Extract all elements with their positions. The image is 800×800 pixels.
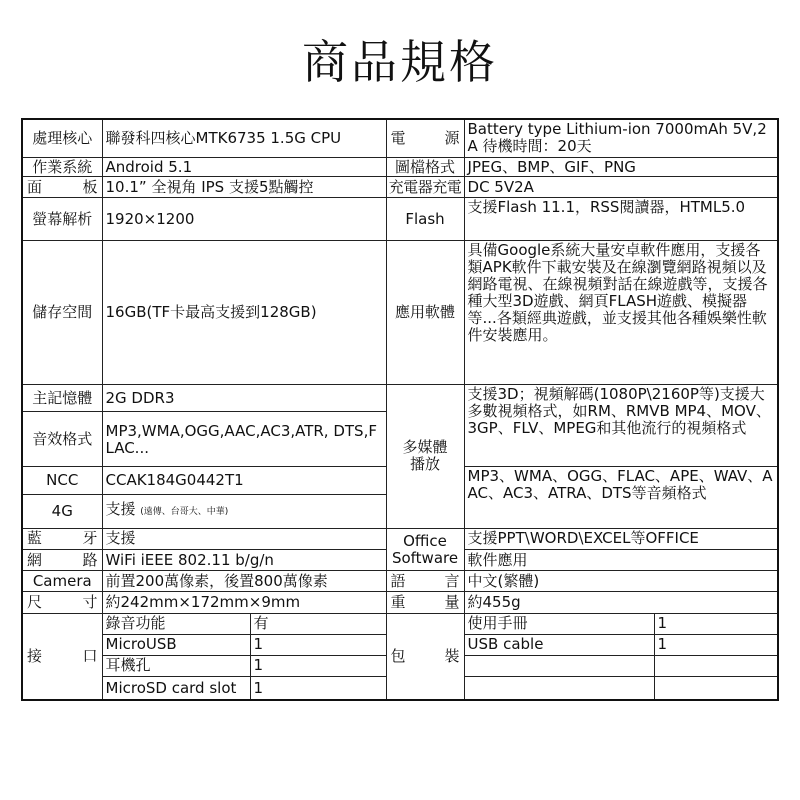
table-row <box>22 119 778 158</box>
flash-value: 支援Flash 11.1，RSS閱讀器，HTML5.0 <box>464 198 778 240</box>
power-label: 電 源 <box>386 119 464 158</box>
cpu-value: 聯發科四核心MTK6735 1.5G CPU <box>102 119 386 158</box>
media-label: 多媒體 播放 <box>386 384 464 528</box>
flash-label: Flash <box>386 198 464 240</box>
ram-value: 2G DDR3 <box>102 384 386 412</box>
package-label: 包 裝 <box>386 613 464 700</box>
bluetooth-label: 藍 牙 <box>22 528 102 549</box>
camera-label: Camera <box>22 571 102 592</box>
ram-label: 主記憶體 <box>22 384 102 412</box>
language-label: 語 言 <box>386 571 464 592</box>
panel-label: 面 板 <box>22 177 102 198</box>
port-value: 有 <box>250 613 386 634</box>
image-format-value: JPEG、BMP、GIF、PNG <box>464 158 778 177</box>
package-item-name: USB cable <box>464 634 654 655</box>
audio-label: 音效格式 <box>22 412 102 467</box>
page-title: 商品規格 <box>302 35 498 89</box>
table-row <box>22 571 778 592</box>
ncc-label: NCC <box>22 467 102 495</box>
apps-label: 應用軟體 <box>386 240 464 384</box>
resolution-label: 螢幕解析 <box>22 198 102 240</box>
table-row <box>22 528 778 549</box>
audio-value: MP3,WMA,OGG,AAC,AC3,ATR, DTS,FLAC... <box>102 412 386 467</box>
charger-value: DC 5V2A <box>464 177 778 198</box>
table-row <box>22 198 778 240</box>
language-value: 中文(繁體) <box>464 571 778 592</box>
network-label: 網 路 <box>22 550 102 571</box>
package-item-value: 1 <box>654 613 778 634</box>
package-item-name <box>464 677 654 700</box>
table-row <box>22 613 778 634</box>
size-label: 尺 寸 <box>22 592 102 613</box>
port-label: 接 口 <box>22 613 102 700</box>
office-value-2: 軟件應用 <box>464 550 778 571</box>
table-row <box>22 384 778 412</box>
apps-value: 具備Google系統大量安卓軟件應用，支援各類APK軟件下載安裝及在線瀏覽網路視頻以及網路電視、在線視頻對話在線遊戲等，支援各種大型3D遊戲、網頁FLASH遊戲、模擬器等...各類經典遊戲，並支援其他各種娛樂性軟件安裝應用。 <box>464 240 778 384</box>
package-item-value: 1 <box>654 634 778 655</box>
package-item-value <box>654 677 778 700</box>
package-item-name: 使用手冊 <box>464 613 654 634</box>
weight-label: 重 量 <box>386 592 464 613</box>
port-value: 1 <box>250 655 386 676</box>
port-name: MicroUSB <box>102 634 250 655</box>
package-item-value <box>654 655 778 676</box>
4g-carriers: (遠傳、台哥大、中華) <box>140 507 229 518</box>
ncc-value: CCAK184G0442T1 <box>102 467 386 495</box>
port-name: 錄音功能 <box>102 613 250 634</box>
storage-value: 16GB(TF卡最高支援到128GB) <box>102 240 386 384</box>
resolution-value: 1920×1200 <box>102 198 386 240</box>
port-name: MicroSD card slot <box>102 677 250 700</box>
media-audio-value: MP3、WMA、OGG、FLAC、APE、WAV、AAC、AC3、ATRA、DTS等音頻格式 <box>464 467 778 528</box>
4g-label: 4G <box>22 494 102 528</box>
table-row <box>22 158 778 177</box>
bluetooth-value: 支援 <box>102 528 386 549</box>
camera-value: 前置200萬像素，後置800萬像素 <box>102 571 386 592</box>
table-row <box>22 240 778 384</box>
table-row <box>22 177 778 198</box>
port-value: 1 <box>250 634 386 655</box>
port-value: 1 <box>250 677 386 700</box>
port-name: 耳機孔 <box>102 655 250 676</box>
cpu-label: 處理核心 <box>22 119 102 158</box>
power-value: Battery type Lithium-ion 7000mAh 5V,2A 待機時間：20天 <box>464 119 778 158</box>
size-value: 約242mm×172mm×9mm <box>102 592 386 613</box>
charger-label: 充電器充電 <box>386 177 464 198</box>
image-format-label: 圖檔格式 <box>386 158 464 177</box>
office-value: 支援PPT\WORD\EXCEL等OFFICE <box>464 528 778 549</box>
spec-table <box>21 118 779 701</box>
media-video-value: 支援3D；視頻解碼(1080P\2160P等)支援大多數視頻格式，如RM、RMVB MP4、MOV、3GP、FLV、MPEG和其他流行的視頻格式 <box>464 384 778 467</box>
os-value: Android 5.1 <box>102 158 386 177</box>
os-label: 作業系統 <box>22 158 102 177</box>
weight-value: 約455g <box>464 592 778 613</box>
network-value: WiFi iEEE 802.11 b/g/n <box>102 550 386 571</box>
package-item-name <box>464 655 654 676</box>
storage-label: 儲存空間 <box>22 240 102 384</box>
panel-value: 10.1” 全視角 IPS 支援5點觸控 <box>102 177 386 198</box>
table-row <box>22 592 778 613</box>
office-label: Office Software <box>386 528 464 570</box>
4g-value: 支援 (遠傳、台哥大、中華) <box>102 494 386 528</box>
